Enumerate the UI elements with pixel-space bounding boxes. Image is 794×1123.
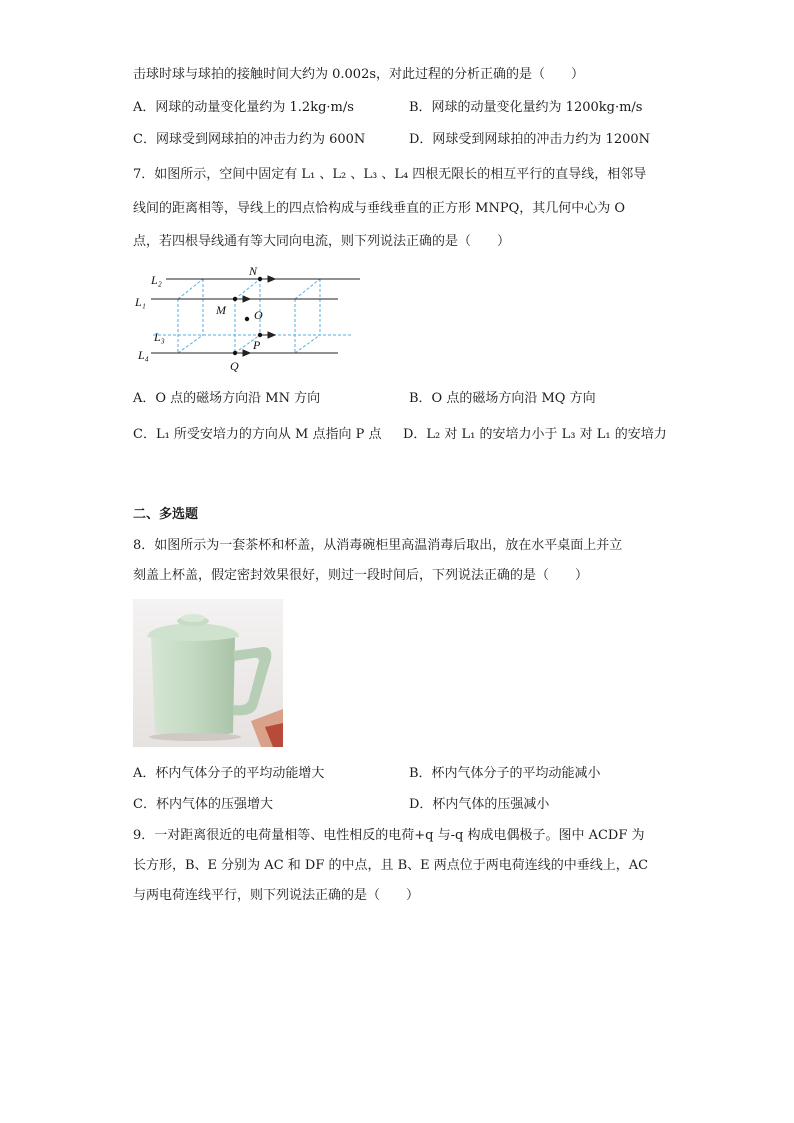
q6-stem-tail: 击球时球与球拍的接触时间大约为 0.002s，对此过程的分析正确的是（ ） xyxy=(133,67,585,82)
section-title: 二、多选题 xyxy=(133,507,199,522)
point-q xyxy=(233,351,237,355)
q9-stem-line-3: 与两电荷连线平行，则下列说法正确的是（ ） xyxy=(133,888,420,903)
q7-option-a: A．O 点的磁场方向沿 MN 方向 xyxy=(133,391,321,406)
q9-stem-line-1: 9．一对距离很近的电荷量相等、电性相反的电荷+q 与-q 构成电偶极子。图中 ACDF 为 xyxy=(133,828,645,843)
label-l1: L₁ xyxy=(135,295,146,309)
q7-option-d: D．L₂ 对 L₁ 的安培力小于 L₃ 对 L₁ 的安培力 xyxy=(403,427,667,442)
q8-option-b: B．杯内气体分子的平均动能减小 xyxy=(409,766,601,781)
q9-stem-line-2: 长方形，B、E 分别为 AC 和 DF 的中点，且 B、E 两点位于两电荷连线的中垂线上，AC xyxy=(133,858,649,873)
label-l4: L₄ xyxy=(138,348,149,362)
q8-option-a: A．杯内气体分子的平均动能增大 xyxy=(133,766,325,781)
figure-labels xyxy=(134,264,263,373)
q7-stem-line-1: 7．如图所示，空间中固定有 L₁ 、L₂ 、L₃ 、L₄ 四根无限长的相互平行的直导线，相邻导 xyxy=(133,167,647,182)
point-o xyxy=(245,317,249,321)
q6-option-b: B．网球的动量变化量约为 1200kg·m/s xyxy=(409,100,643,115)
point-p xyxy=(258,333,262,337)
label-p: P xyxy=(253,338,261,352)
q7-stem-line-2: 线间的距离相等，导线上的四点恰构成与垂线垂直的正方形 MNPQ，其几何中心为 O xyxy=(133,201,626,216)
label-l2: L₂ xyxy=(151,273,162,287)
q8-option-d: D．杯内气体的压强减小 xyxy=(409,797,550,812)
q6-option-d: D．网球受到网球拍的冲击力约为 1200N xyxy=(409,132,651,147)
q8-option-c: C．杯内气体的压强增大 xyxy=(133,797,273,812)
label-o: O xyxy=(254,308,263,322)
q7-option-b: B．O 点的磁场方向沿 MQ 方向 xyxy=(409,391,596,406)
label-q: Q xyxy=(230,359,239,373)
label-m: M xyxy=(216,303,226,317)
label-n: N xyxy=(249,264,258,278)
q7-option-c: C．L₁ 所受安培力的方向从 M 点指向 P 点 xyxy=(133,427,382,442)
point-m xyxy=(233,297,237,301)
q7-stem-line-3: 点，若四根导线通有等大同向电流，则下列说法正确的是（ ） xyxy=(133,234,511,249)
q6-option-c: C．网球受到网球拍的冲击力约为 600N xyxy=(133,132,366,147)
label-l3: L₃ xyxy=(154,330,165,344)
wire-diagram xyxy=(133,262,363,374)
q8-stem-line-2: 刻盖上杯盖，假定密封效果很好，则过一段时间后，下列说法正确的是（ ） xyxy=(133,568,589,583)
tea-cup-photo xyxy=(133,599,283,747)
q6-option-a: A．网球的动量变化量约为 1.2kg·m/s xyxy=(133,100,354,115)
q8-stem-line-1: 8．如图所示为一套茶杯和杯盖，从消毒碗柜里高温消毒后取出，放在水平桌面上并立 xyxy=(133,538,623,553)
point-n xyxy=(258,277,262,281)
